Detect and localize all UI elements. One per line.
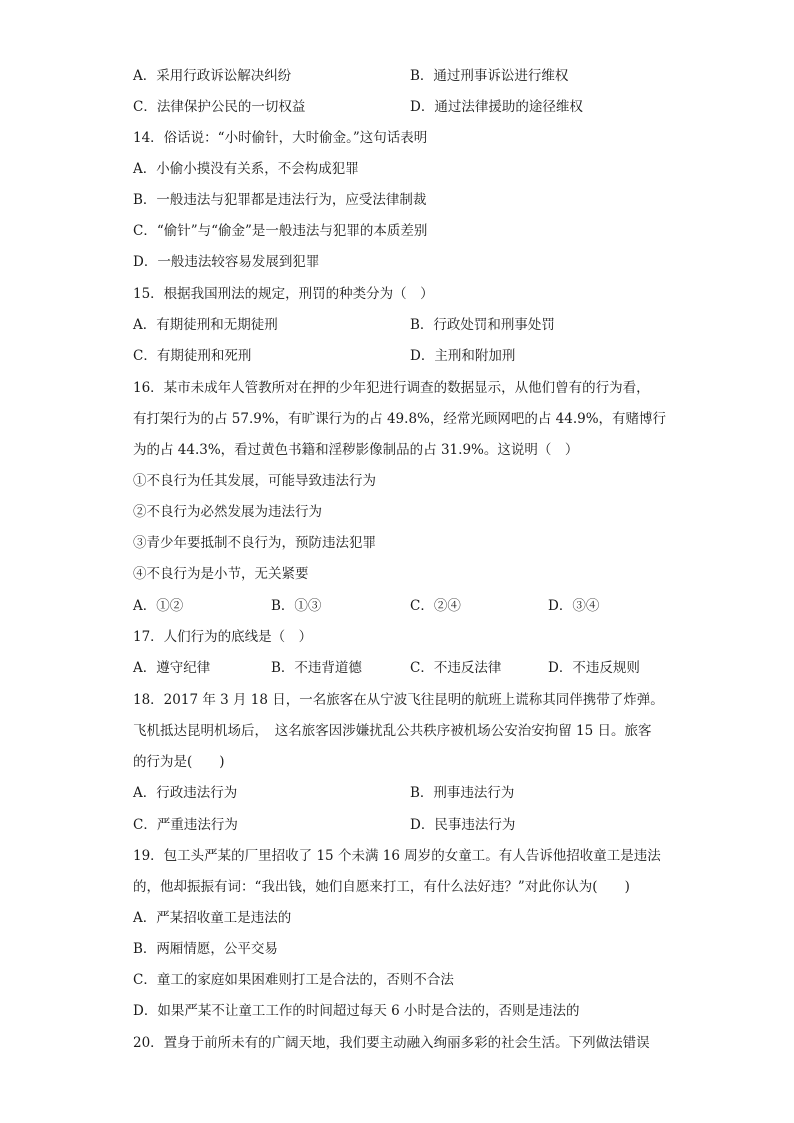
q15-options-row-2 <box>133 346 673 366</box>
q15-option-c: C．有期徒刑和死刑 <box>133 348 252 364</box>
q17-option-a: A．遵守纪律 <box>133 660 211 676</box>
q16-statement-4: ④不良行为是小节，无关紧要 <box>133 566 309 582</box>
q17-option-c: C．不违反法律 <box>410 660 502 676</box>
q16-option-b: B．①③ <box>271 598 322 614</box>
q16-stem-line-1: 16．某市未成年人管教所对在押的少年犯进行调查的数据显示，从他们曾有的行为看， <box>133 380 650 396</box>
q13-option-d: D．通过法律援助的途径维权 <box>410 99 583 115</box>
q19-stem-line-1: 19．包工头严某的厂里招收了 15 个未满 16 周岁的女童工。有人告诉他招收童工是违法 <box>133 848 661 864</box>
q17-option-b: B．不违背道德 <box>271 660 362 676</box>
q15-options-row-1 <box>133 315 673 335</box>
q15-option-d: D．主刑和附加刑 <box>410 348 516 364</box>
q18-option-b: B．刑事违法行为 <box>410 785 515 801</box>
q19-stem-line-2: 的，他却振振有词：“我出钱，她们自愿来打工，有什么法好违？”对此你认为( ) <box>133 879 630 895</box>
q14-option-d: D．一般违法较容易发展到犯罪 <box>133 254 320 270</box>
q13-option-c: C．法律保护公民的一切权益 <box>133 99 306 115</box>
q14-option-c: C．“偷针”与“偷金”是一般违法与犯罪的本质差别 <box>133 223 428 239</box>
q19-option-a: A．严某招收童工是违法的 <box>133 910 292 926</box>
q15-option-b: B．行政处罚和刑事处罚 <box>410 317 555 333</box>
q16-options-row <box>133 596 673 616</box>
q16-stem-line-3: 为的占 44.3%，看过黄色书籍和淫秽影像制品的占 31.9%。这说明（ ） <box>133 442 579 458</box>
q17-stem: 17．人们行为的底线是（ ） <box>133 629 313 645</box>
q19-option-b: B．两厢情愿，公平交易 <box>133 941 278 957</box>
q17-option-d: D．不违反规则 <box>548 660 640 676</box>
q18-option-d: D．民事违法行为 <box>410 817 516 833</box>
q20-stem-line-1: 20．置身于前所未有的广阔天地，我们要主动融入绚丽多彩的社会生活。下列做法错误 <box>133 1035 650 1051</box>
q13-options-row-2 <box>133 97 673 117</box>
q16-option-a: A．①② <box>133 598 184 614</box>
q16-statement-1: ①不良行为任其发展，可能导致违法行为 <box>133 473 376 489</box>
q13-option-a: A．采用行政诉讼解决纠纷 <box>133 68 292 84</box>
q15-option-a: A．有期徒刑和无期徒刑 <box>133 317 278 333</box>
q18-stem-line-2: 飞机抵达昆明机场后， 这名旅客因涉嫌扰乱公共秩序被机场公安治安拘留 15 日。旅客 <box>133 723 652 739</box>
q16-option-c: C．②④ <box>410 598 461 614</box>
q18-stem-line-1: 18．2017 年 3 月 18 日，一名旅客在从宁波飞往昆明的航班上谎称其同伴携带了炸弹。 <box>133 692 664 708</box>
q14-stem: 14．俗话说：“小时偷针，大时偷金。”这句话表明 <box>133 130 428 146</box>
q13-options-row-1 <box>133 66 673 86</box>
q18-option-a: A．行政违法行为 <box>133 785 238 801</box>
q18-options-row-1 <box>133 783 673 803</box>
q17-options-row <box>133 658 673 678</box>
q19-option-d: D．如果严某不让童工工作的时间超过每天 6 小时是合法的，否则是违法的 <box>133 1003 580 1019</box>
q19-option-c: C．童工的家庭如果困难则打工是合法的，否则不合法 <box>133 972 454 988</box>
q16-statement-3: ③青少年要抵制不良行为，预防违法犯罪 <box>133 535 376 551</box>
q16-statement-2: ②不良行为必然发展为违法行为 <box>133 504 322 520</box>
q13-option-b: B．通过刑事诉讼进行维权 <box>410 68 569 84</box>
q14-option-a: A．小偷小摸没有关系，不会构成犯罪 <box>133 161 359 177</box>
q15-stem: 15．根据我国刑法的规定，刑罚的种类分为（ ） <box>133 286 434 302</box>
q14-option-b: B．一般违法与犯罪都是违法行为，应受法律制裁 <box>133 192 427 208</box>
q16-option-d: D．③④ <box>548 598 600 614</box>
q18-stem-line-3: 的行为是( ) <box>133 754 225 770</box>
q18-option-c: C．严重违法行为 <box>133 817 238 833</box>
q18-options-row-2 <box>133 815 673 835</box>
q16-stem-line-2: 有打架行为的占 57.9%，有旷课行为的占 49.8%，经常光顾网吧的占 44.9%，有赌博行 <box>133 411 667 427</box>
